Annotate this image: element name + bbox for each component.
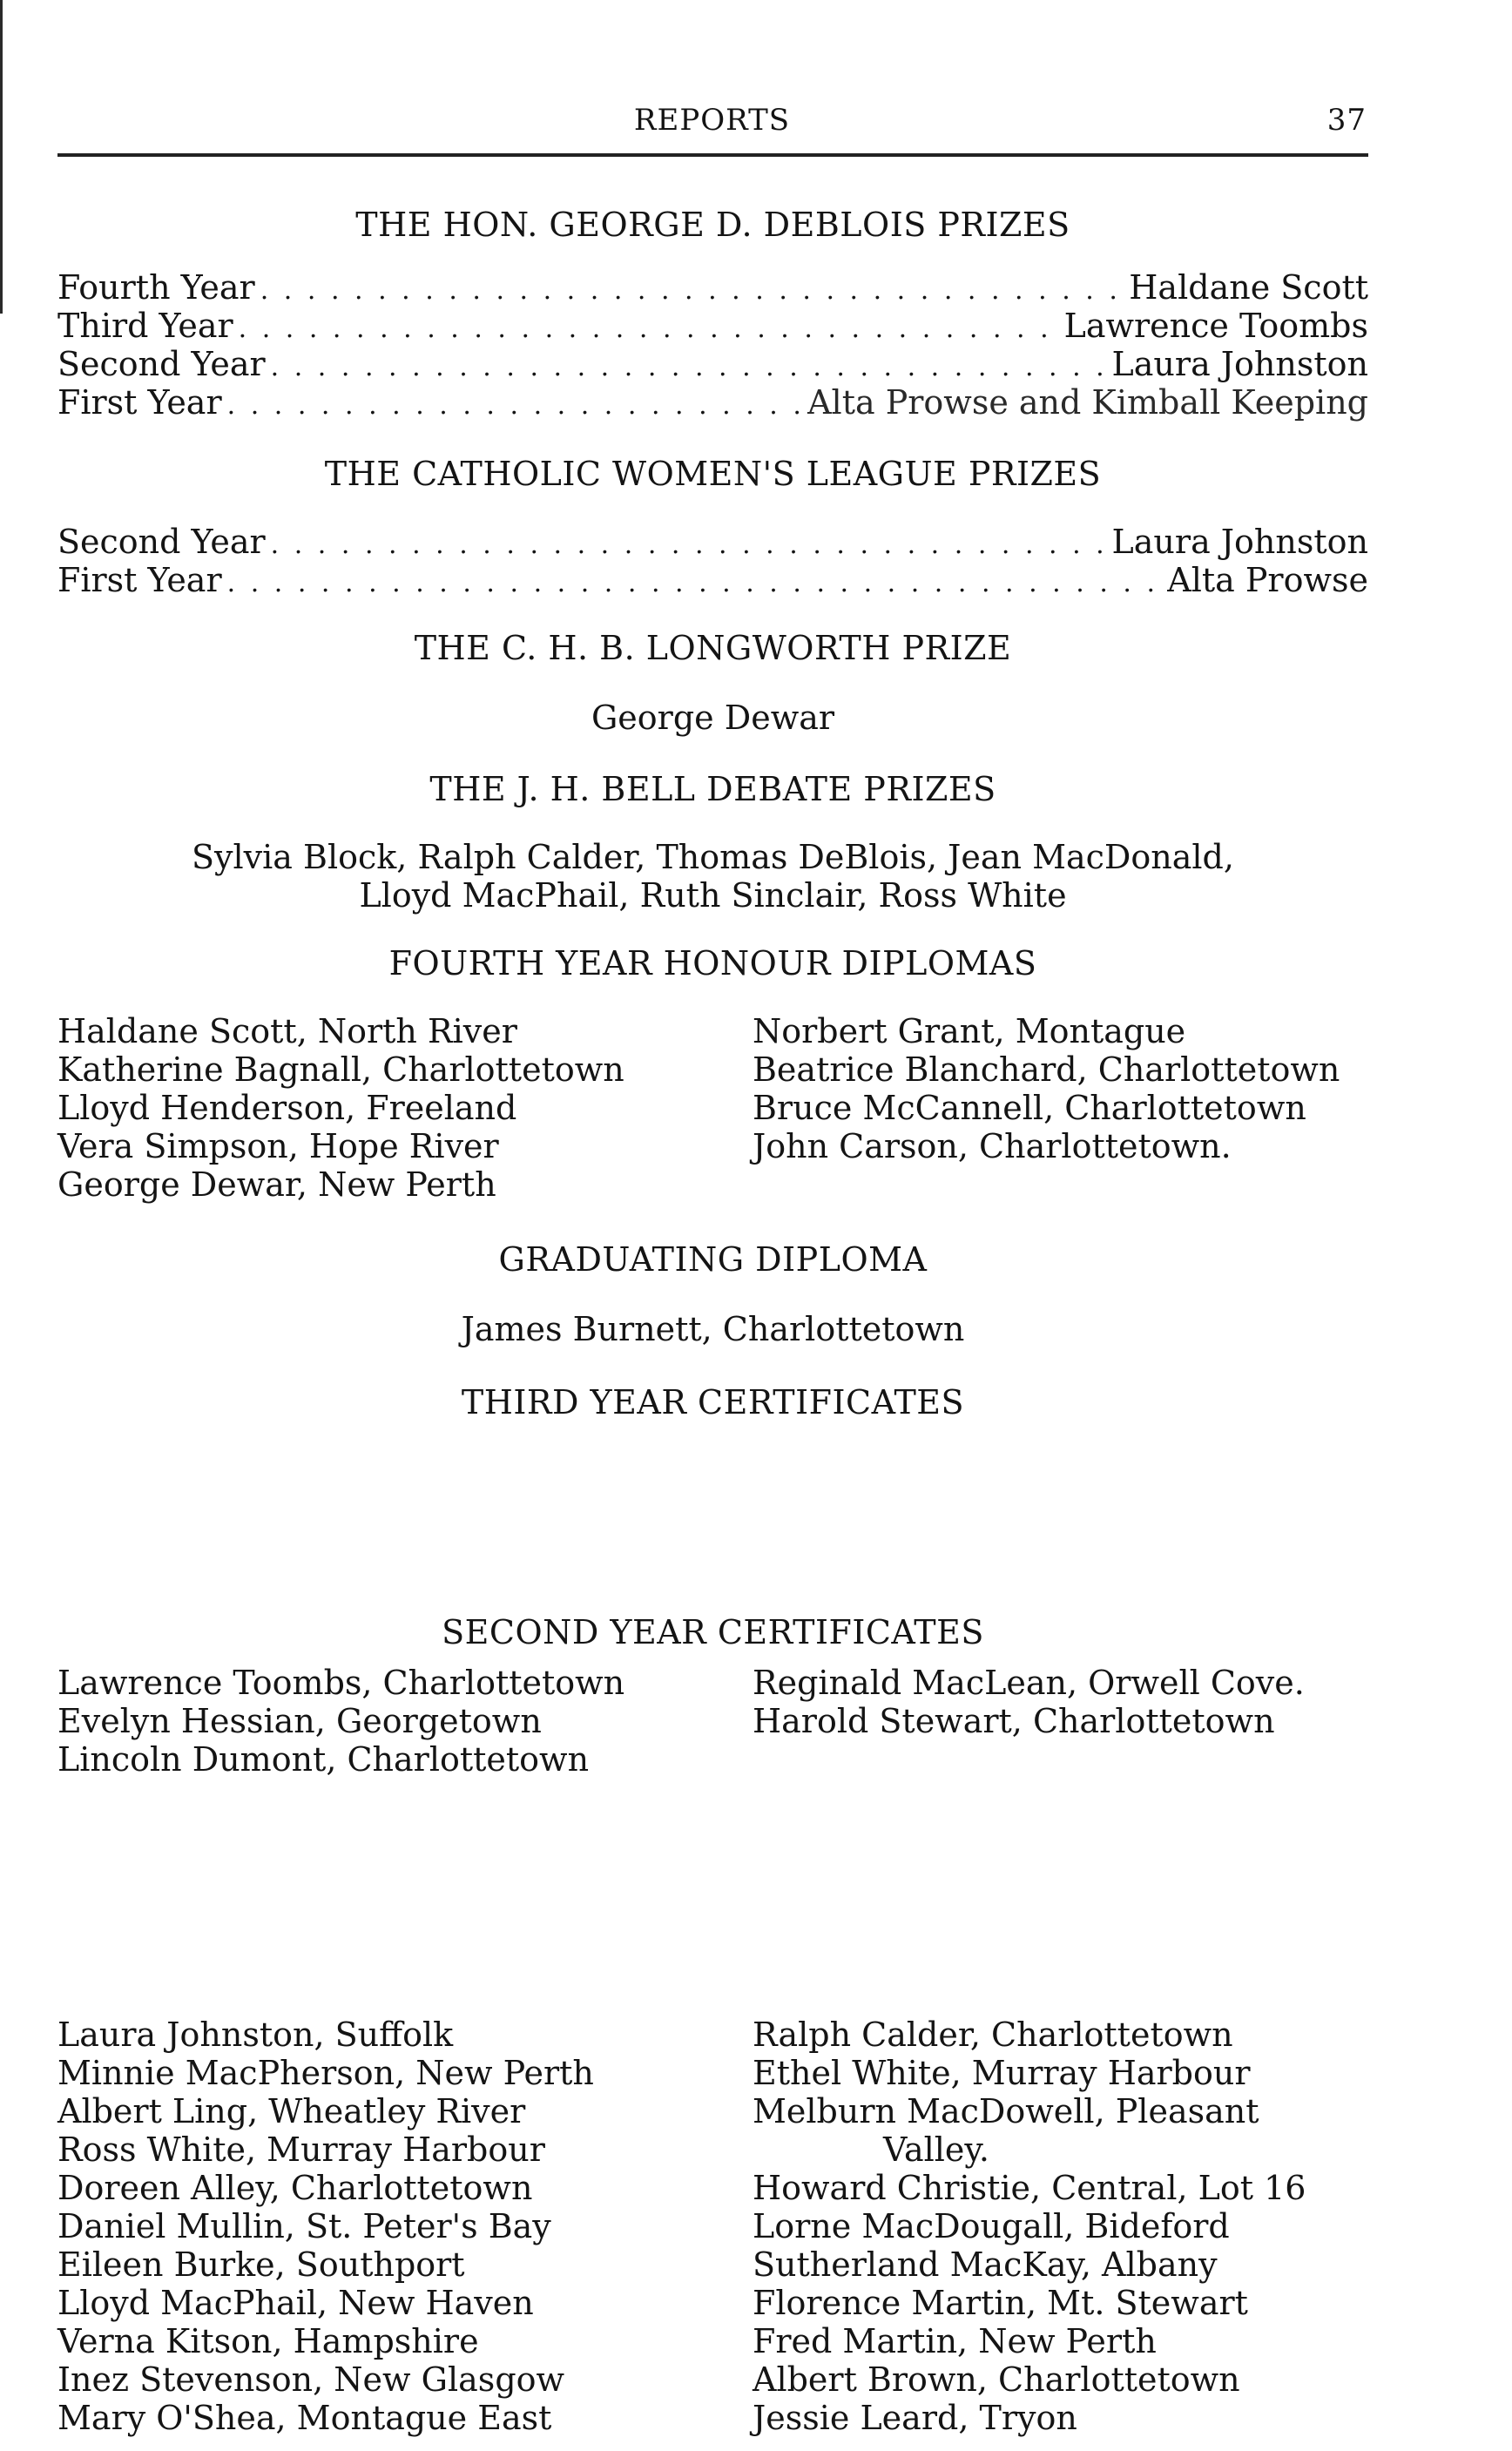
cwl-prize-list xyxy=(57,523,1368,599)
prize-winner: Laura Johnston xyxy=(1111,523,1368,561)
list-item: Lincoln Dumont, Charlottetown xyxy=(57,1740,590,1779)
list-item: Haldane Scott, North River xyxy=(57,1012,517,1050)
second-year-certificates-list xyxy=(57,2015,1368,2451)
prize-winner: Alta Prowse and Kimball Keeping xyxy=(807,383,1368,422)
dot-leader xyxy=(271,526,1107,564)
list-item: Vera Simpson, Hope River xyxy=(57,1127,499,1165)
fourth-year-honour-section xyxy=(57,944,1368,982)
list-item: Norbert Grant, Montague xyxy=(753,1012,1186,1050)
dot-leader xyxy=(271,348,1107,387)
list-item: Lawrence Toombs, Charlottetown xyxy=(57,1664,625,1702)
list-item: Daniel Mullin, St. Peter's Bay xyxy=(57,2207,551,2245)
cwl-prizes-section xyxy=(57,455,1368,493)
list-item: Minnie MacPherson, New Perth xyxy=(57,2054,594,2092)
second-year-certificates-section xyxy=(57,1613,1368,1651)
debois-prize-list xyxy=(57,268,1368,422)
prize-winner: Lawrence Toombs xyxy=(1063,307,1368,345)
section-heading: GRADUATING DIPLOMA xyxy=(498,1240,928,1279)
list-item: Albert Brown, Charlottetown xyxy=(753,2360,1240,2399)
section-heading: SECOND YEAR CERTIFICATES xyxy=(442,1613,984,1651)
dot-leader xyxy=(227,564,1163,603)
right-column xyxy=(753,1012,1380,1165)
list-item: Lorne MacDougall, Bideford xyxy=(753,2207,1230,2245)
page-number: 37 xyxy=(1326,103,1367,138)
fourth-year-honour-list xyxy=(57,1012,1368,1212)
list-item: Mary O'Shea, Montague East xyxy=(57,2399,552,2437)
prize-year: First Year xyxy=(57,561,222,599)
section-heading: THE HON. GEORGE D. DEBLOIS PRIZES xyxy=(355,206,1070,244)
prize-winner: Haldane Scott xyxy=(1129,268,1368,307)
bell-debate-section xyxy=(57,770,1368,808)
section-heading: THE J. H. BELL DEBATE PRIZES xyxy=(429,770,996,808)
prize-row xyxy=(57,345,1368,383)
list-item: Lloyd MacPhail, New Haven xyxy=(57,2284,534,2322)
list-item: Lloyd Henderson, Freeland xyxy=(57,1089,517,1127)
list-item: Albert Ling, Wheatley River xyxy=(57,2092,526,2130)
list-item: Florence Martin, Mt. Stewart xyxy=(753,2284,1248,2322)
list-item: Eileen Burke, Southport xyxy=(57,2245,465,2284)
longworth-winner: George Dewar xyxy=(591,699,835,737)
list-item: Beatrice Blanchard, Charlottetown xyxy=(753,1050,1340,1089)
page-edge-line xyxy=(0,0,3,314)
list-item: Verna Kitson, Hampshire xyxy=(57,2322,479,2360)
prize-winner: Alta Prowse xyxy=(1167,561,1368,599)
section-heading: FOURTH YEAR HONOUR DIPLOMAS xyxy=(388,944,1037,982)
prize-row xyxy=(57,307,1368,345)
running-title: REPORTS xyxy=(633,103,791,138)
list-item: Jessie Leard, Tryon xyxy=(753,2399,1077,2437)
prize-year: Second Year xyxy=(57,523,266,561)
list-item: Inez Stevenson, New Glasgow xyxy=(57,2360,565,2399)
list-item: Katherine Bagnall, Charlottetown xyxy=(57,1050,624,1089)
prize-row xyxy=(57,523,1368,561)
dot-leader xyxy=(260,272,1124,310)
third-year-certificates-section xyxy=(57,1383,1368,1421)
prize-row xyxy=(57,268,1368,307)
graduating-name: James Burnett, Charlottetown xyxy=(461,1310,965,1348)
list-item: Ethel White, Murray Harbour xyxy=(753,2054,1251,2092)
left-column xyxy=(57,2015,737,2437)
list-item: Melburn MacDowell, Pleasant xyxy=(753,2092,1259,2130)
prize-row xyxy=(57,561,1368,599)
list-item: Laura Johnston, Suffolk xyxy=(57,2015,454,2054)
third-year-certificates-list xyxy=(57,1664,1368,1786)
prize-year: Fourth Year xyxy=(57,268,255,307)
list-item: Bruce McCannell, Charlottetown xyxy=(753,1089,1306,1127)
list-item: Howard Christie, Central, Lot 16 xyxy=(753,2169,1306,2207)
winner-line: Lloyd MacPhail, Ruth Sinclair, Ross White xyxy=(359,876,1067,915)
list-item: Evelyn Hessian, Georgetown xyxy=(57,1702,542,1740)
right-column xyxy=(753,1664,1380,1740)
dot-leader xyxy=(239,310,1059,348)
longworth-prize-section xyxy=(57,629,1368,667)
list-item: Ralph Calder, Charlottetown xyxy=(753,2015,1233,2054)
left-column xyxy=(57,1664,737,1779)
list-item: Harold Stewart, Charlottetown xyxy=(753,1702,1275,1740)
prize-year: Third Year xyxy=(57,307,233,345)
prize-winner: Laura Johnston xyxy=(1111,345,1368,383)
graduating-diploma-section xyxy=(57,1240,1368,1279)
section-heading: THIRD YEAR CERTIFICATES xyxy=(461,1383,965,1421)
prize-year: Second Year xyxy=(57,345,266,383)
dot-leader xyxy=(227,387,802,425)
bell-winners xyxy=(57,838,1368,915)
list-item: Reginald MacLean, Orwell Cove. xyxy=(753,1664,1305,1702)
list-item-continuation: Valley. xyxy=(883,2130,989,2169)
header-rule xyxy=(57,153,1368,157)
list-item: Doreen Alley, Charlottetown xyxy=(57,2169,533,2207)
left-column xyxy=(57,1012,737,1204)
right-column xyxy=(753,2015,1380,2437)
section-heading: THE CATHOLIC WOMEN'S LEAGUE PRIZES xyxy=(324,455,1102,493)
list-item: George Dewar, New Perth xyxy=(57,1165,496,1204)
section-heading: THE C. H. B. LONGWORTH PRIZE xyxy=(414,629,1012,667)
prize-row xyxy=(57,383,1368,422)
list-item: Fred Martin, New Perth xyxy=(753,2322,1157,2360)
debois-prizes-section xyxy=(57,206,1368,244)
list-item: John Carson, Charlottetown. xyxy=(753,1127,1232,1165)
winner-line: Sylvia Block, Ralph Calder, Thomas DeBlois, Jean MacDonald, xyxy=(192,838,1234,876)
list-item: Ross White, Murray Harbour xyxy=(57,2130,545,2169)
list-item: Sutherland MacKay, Albany xyxy=(753,2245,1218,2284)
running-header xyxy=(57,103,1367,157)
prize-year: First Year xyxy=(57,383,222,422)
